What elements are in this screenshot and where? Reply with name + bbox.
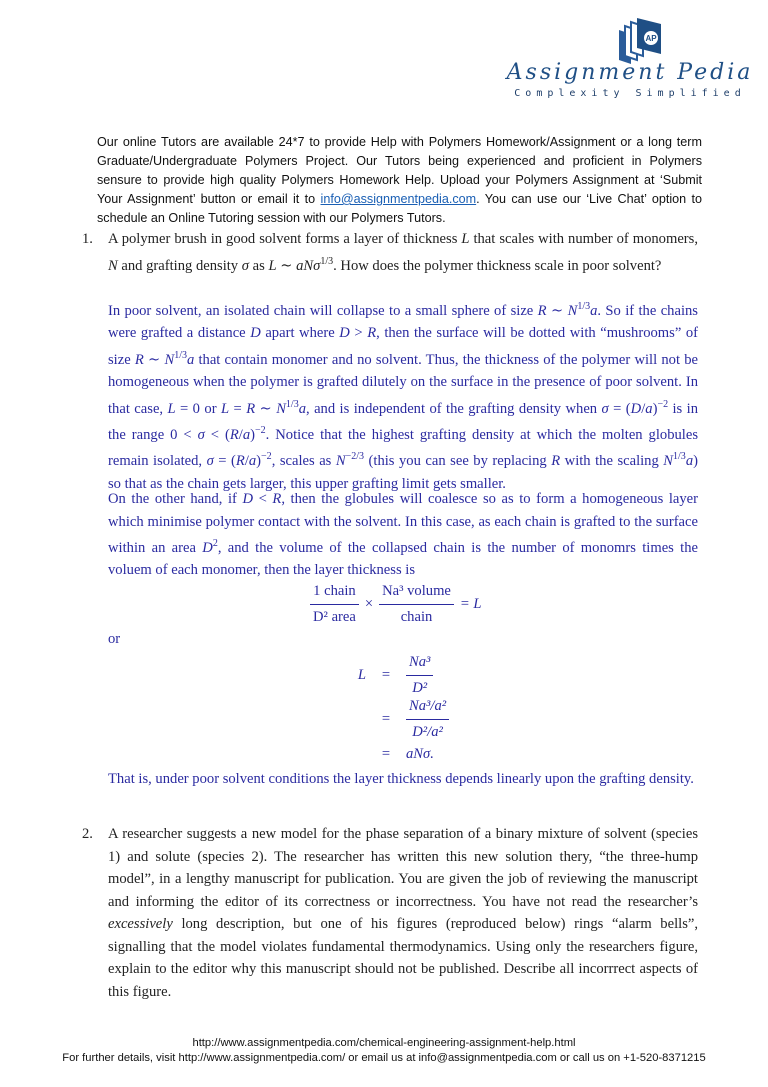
times-operator: × — [364, 595, 374, 612]
or-text: or — [108, 631, 121, 647]
fraction-chain-area: $\frac{\text{1 chain}}{\text{D² area}}$ — [310, 580, 359, 628]
equation-array — [350, 653, 449, 767]
footer-contact: For further details, visit http://www.assignmentpedia.com/ or email us at info@assignmentpedia.com or call us on +1-520-8371215 — [62, 1052, 706, 1064]
books-icon — [615, 16, 663, 64]
equation-row-2: = $\frac{\text{Na³/a²}}{\text{D²/a²}}$ — [350, 697, 449, 741]
logo-title: Assignment Pedia — [506, 60, 754, 85]
question-number: 1. — [82, 231, 93, 247]
intro-text: Our online Tutors are available 24*7 to provide Help with Polymers Homework/Assignment or a long term Graduate/Undergraduate Polymers Project. Our Tutors being experienced and proficient in Polymers sensure to provide high quality Polymers Homework Help. Upload your Polymers Assignment at ‘Submit Your Assignment’ button or email it to — [97, 135, 702, 206]
question-text: A polymer brush in good solvent forms a layer of thickness L that scales with number of monomers, N and grafting density σ as L ∼ aNσ$^{1/3}$. How does the polymer thickness scale in poor solvent? — [108, 231, 698, 274]
question-1 — [82, 228, 698, 277]
intro-paragraph — [97, 133, 702, 228]
intro-text-after: . You can use our ‘Live Chat’ option to schedule an Online Tutoring session with our Polymers Tutors. — [97, 192, 702, 225]
email-link[interactable]: info@assignmentpedia.com — [320, 192, 477, 206]
question-text: A researcher suggests a new model for the phase separation of a binary mixture of solvent (species 1) and solute (species 2). The researcher has written this new solution thery, “the three-hump model”, in a lengthy manuscript for publication. You are given the job of reviewing the manuscript and informing the editor of its correctness or incorrectness. You have not read the researcher’s excessively long description, but one of his figures (reproduced below) rings “alarm bells”, signalling that the model violates fundamental thermodynamics. Using only the researchers figure, explain to the editor why this manuscript should not be published. Describe all incorrrect aspects of this figure. — [108, 826, 698, 1000]
equation-row-3: = aNσ. — [381, 745, 434, 762]
answer-paragraph-2: On the other hand, if D < R, then the globules will coalesce so as to form a homogeneous layer which minimise polymer contact with the solvent. In this case, as each chain is grafted to the surface within an area $D^2$, and the volume of the collapsed chain is the number of monomrs times the voluem of each monomer, then the layer thickness is — [108, 491, 698, 579]
logo-badge: AP — [645, 34, 657, 43]
equation-chain-volume — [310, 580, 482, 628]
answer-paragraph-3: That is, under poor solvent conditions the layer thickness depends linearly upon the grafting density. — [108, 771, 694, 787]
equation-rhs: = L — [459, 595, 482, 612]
question-2 — [82, 823, 698, 1003]
equation-row-1: L = $\frac{\text{Na³}}{\text{D²}}$ — [350, 653, 449, 697]
fraction-volume-chain: $\frac{\text{Na³ volume}}{\text{chain}}$ — [379, 580, 454, 628]
page-footer — [0, 1036, 768, 1066]
assignmentpedia-logo[interactable] — [505, 8, 755, 100]
answer-paragraph-1: In poor solvent, an isolated chain will collapse to a small sphere of size R ∼ $N^{1/3}a$. So if the chains were grafted a distance D apart where D > R, then the surface will be dotted with “mushrooms” of size R ∼ $N^{1/3}a$ that contain monomer and no solvent. Thus, the thickness of the polymer will not be homogeneous when the polymer is grafted dilutely on the surface in the presence of poor solvent. In that case, L = 0 or L = R ∼ $N^{1/3}a$, and is independent of the grafting density when $\sigma = (D/a)^{-2}$ is in the range $0 < \sigma < (R/a)^{-2}$. Notice that the highest grafting density at which the molten globules remain isolated, $\sigma = (R/a)^{-2}$, scales as $N^{-2/3}$ (this you can see by replacing R with the scaling $N^{1/3}a$) so that as the chain gets larger, this upper grafting limit gets smaller. — [108, 301, 699, 492]
footer-url[interactable]: http://www.assignmentpedia.com/chemical-engineering-assignment-help.html — [192, 1037, 576, 1049]
question-number: 2. — [82, 826, 93, 842]
logo-tagline: Complexity Simplified — [514, 88, 746, 99]
